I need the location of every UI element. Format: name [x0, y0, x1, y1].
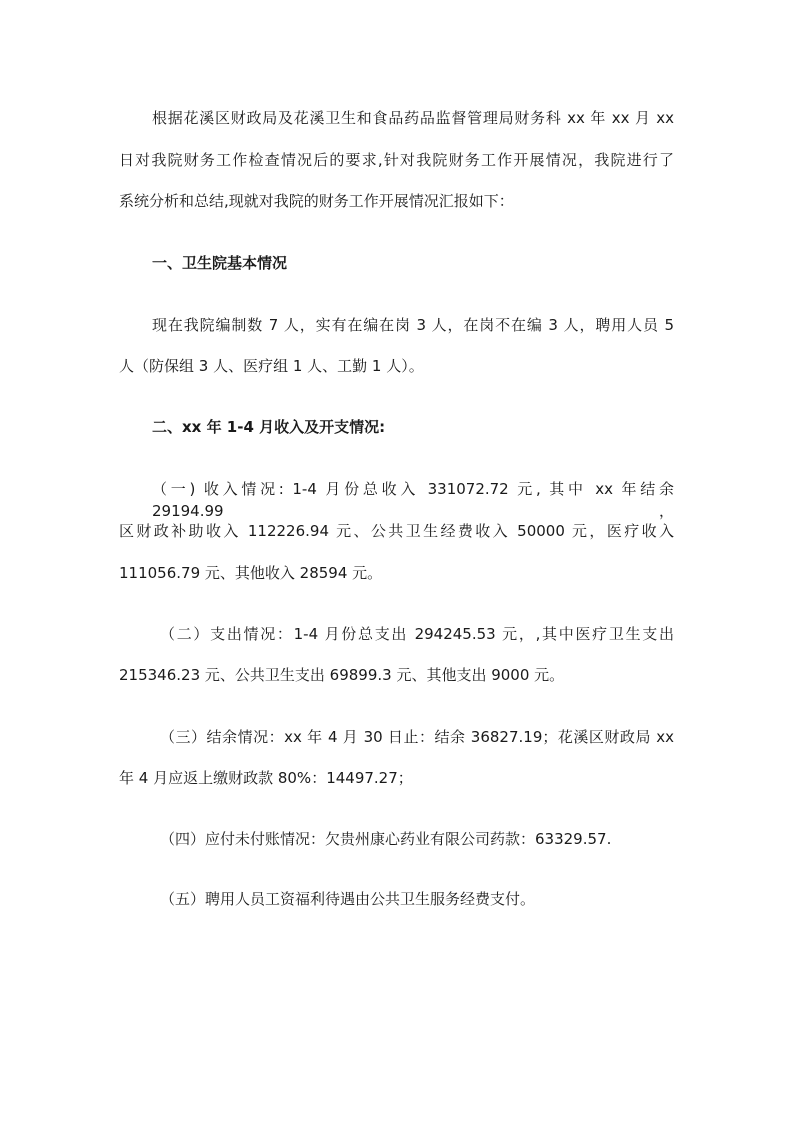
balance-line-1: （三）结余情况：xx 年 4 月 30 日止：结余 36827.19；花溪区财政局 xx — [160, 728, 674, 746]
staff-line: （五）聘用人员工资福利待遇由公共卫生服务经费支付。 — [160, 890, 536, 908]
section-1-line-1: 现在我院编制数 7 人，实有在编在岗 3 人，在岗不在编 3 人，聘用人员 5 — [152, 316, 674, 334]
expense-line-1: （二）支出情况：1-4 月份总支出 294245.53 元，,其中医疗卫生支出 — [160, 625, 674, 643]
section-2-heading: 二、xx 年 1-4 月收入及开支情况: — [152, 418, 386, 436]
intro-line-3: 系统分析和总结,现就对我院的财务工作开展情况汇报如下： — [119, 192, 514, 210]
income-line-3: 111056.79 元、其他收入 28594 元。 — [119, 564, 383, 582]
intro-line-1: 根据花溪区财政局及花溪卫生和食品药品监督管理局财务科 xx 年 xx 月 xx — [152, 109, 674, 127]
balance-line-2: 年 4 月应返上缴财政款 80%：14497.27； — [119, 769, 413, 787]
section-1-heading: 一、卫生院基本情况 — [152, 254, 288, 272]
income-line-2: 区财政补助收入 112226.94 元、公共卫生经费收入 50000 元，医疗收入 — [119, 522, 674, 540]
payable-line: （四）应付未付账情况：欠贵州康心药业有限公司药款：63329.57. — [160, 830, 612, 848]
section-1-line-2: 人（防保组 3 人、医疗组 1 人、工勤 1 人）。 — [119, 357, 424, 375]
expense-line-2: 215346.23 元、公共卫生支出 69899.3 元、其他支出 9000 元。 — [119, 666, 565, 684]
intro-line-2: 日对我院财务工作检查情况后的要求,针对我院财务工作开展情况，我院进行了 — [119, 151, 674, 169]
income-line-1: （一) 收入情况: 1-4 月份总收入 331072.72 元, 其中 xx 年结余 29194.99， — [152, 480, 674, 520]
